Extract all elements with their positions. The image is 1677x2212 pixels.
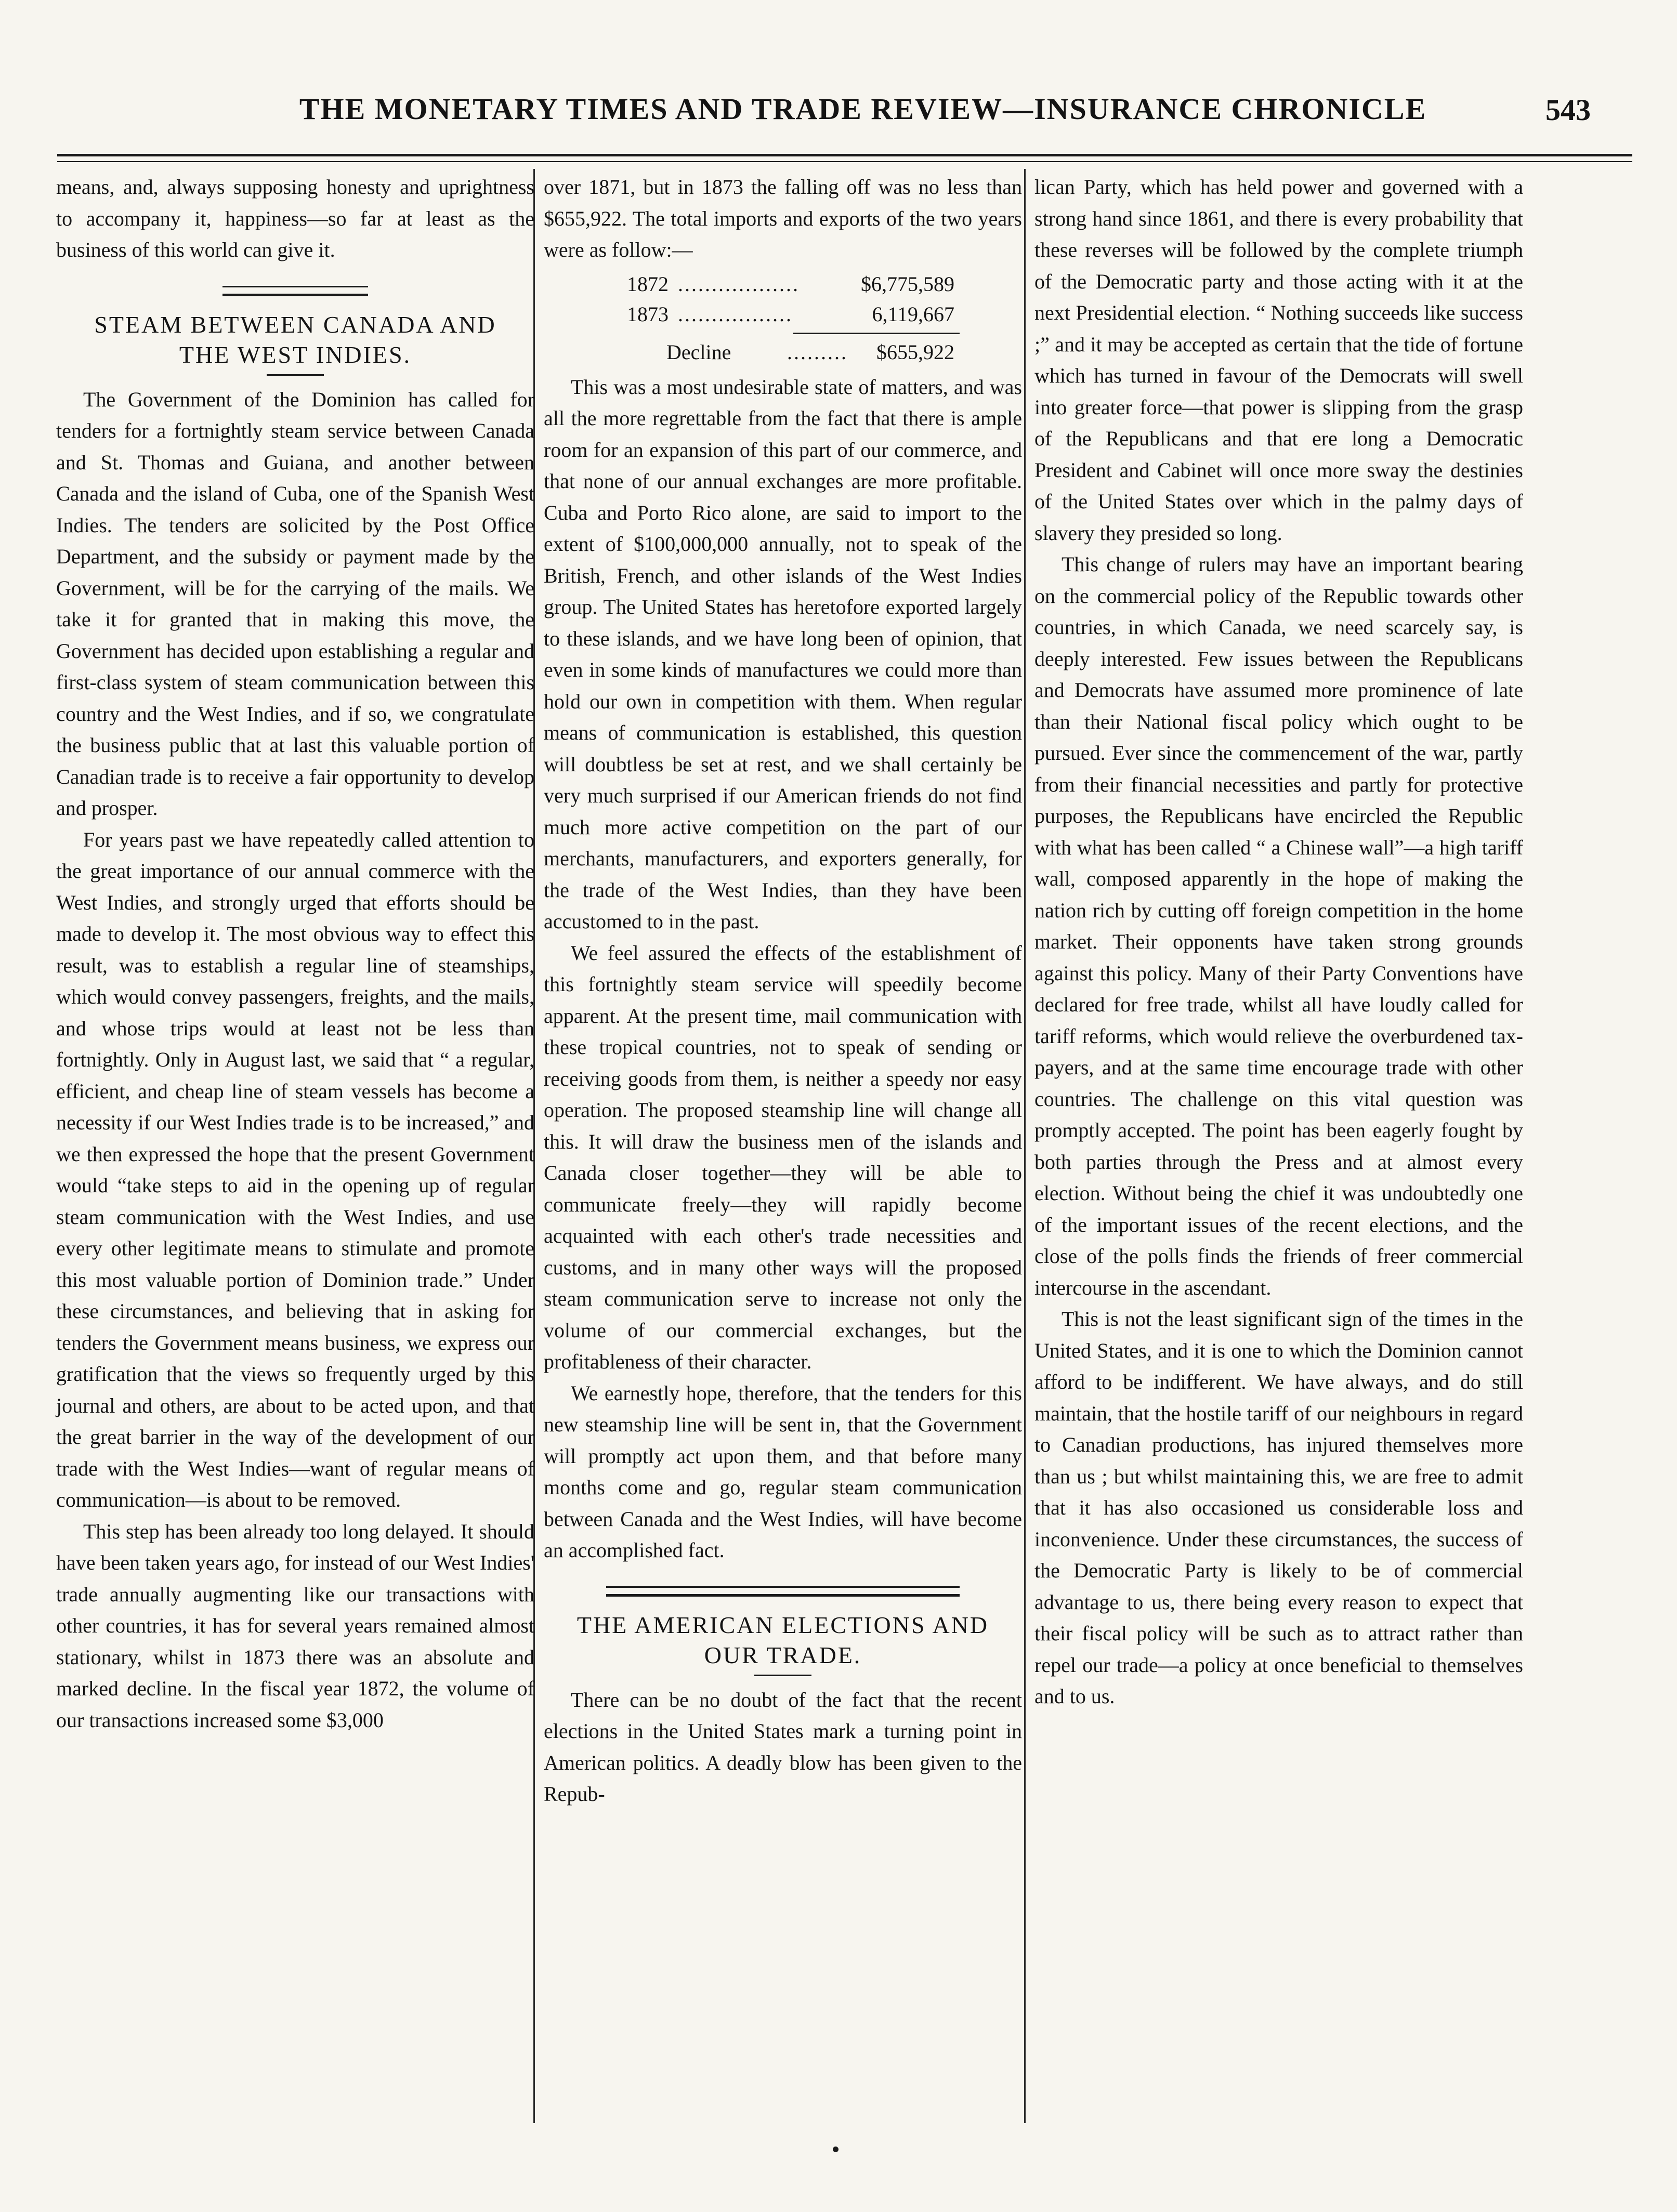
running-title: THE MONETARY TIMES AND TRADE REVIEW—INSURANCE CHRONICLE (299, 92, 1427, 126)
figures-row (544, 269, 1022, 299)
paragraph: over 1871, but in 1873 the falling off was no less than $655,922. The total imports and exports of the two years were as follow:— (544, 175, 1022, 261)
article-headline (544, 1610, 1022, 1670)
figures-total-label: Decline (666, 340, 731, 364)
sum-rule (793, 333, 960, 334)
leader-dots: ................. (678, 302, 793, 326)
paragraph: We feel assured the effects of the establishment of this fortnightly steam service will speedily become apparent. At the present time, mail communication with these tropical countries, not to speak of sending or receiving goods from them, is neither a speedy nor easy operation. The proposed steamship line will change all this. It will draw the business men of the islands and Canada closer together—they will be able to communicate freely—they will rapidly become acquainted with each other's trade necessities and customs, and in many other ways will the proposed steam communication serve to increase not only the volume of our commercial exchanges, but the profitableness of their character. (544, 941, 1022, 1373)
header-rule-thin (57, 161, 1632, 162)
paragraph: means, and, always supposing honesty and uprightness to accompany it, happiness—so far at least as the business of this world can give it. (56, 175, 534, 261)
headline-line: THE WEST INDIES. (179, 341, 412, 368)
paragraph: We earnestly hope, therefore, that the tenders for this new steamship line will be sent in, that the Government will promptly act upon them, and that before many months come and go, regular steam communication between Canada and the West Indies, will have become an accomplished fact. (544, 1381, 1022, 1562)
trade-figures-table (544, 269, 1022, 372)
page-number: 543 (1545, 93, 1591, 127)
leader-dots: ......... (787, 340, 848, 364)
figures-total-value: $655,922 (876, 340, 954, 364)
headline-line: STEAM BETWEEN CANADA AND (94, 311, 496, 338)
column-1 (56, 172, 534, 1736)
headline-line: THE AMERICAN ELECTIONS AND (577, 1611, 989, 1638)
figures-year: 1873 (627, 302, 669, 326)
figures-value: 6,119,667 (872, 302, 954, 326)
paragraph: This is not the least significant sign of the times in the United States, and it is one to which the Dominion cannot afford to be indifferent. We have always, and do still maintain, that the hostile tariff of our neighbours in regard to Canadian productions, has injured themselves more than us ; but whilst maintaining this, we are free to admit that it has also occasioned us considerable loss and inconvenience. Under these circumstances, the success of the Democratic Party is likely to be of commercial advantage to us, there being every reason to expect that their fiscal policy will be such as to attract rather than repel our trade—a policy at once beneficial to themselves and to us. (1034, 1307, 1523, 1708)
column-divider (1024, 169, 1026, 2123)
headline-line: OUR TRADE. (704, 1641, 862, 1668)
figures-year: 1872 (627, 272, 669, 296)
article-headline (56, 310, 534, 370)
leader-dots: .................. (678, 272, 800, 296)
figures-row (544, 299, 1022, 330)
column-2 (544, 172, 1022, 1810)
paragraph: There can be no doubt of the fact that the recent elections in the United States mark a turning point in American politics. A deadly blow has been given to the Repub- (544, 1688, 1022, 1806)
paragraph: The Government of the Dominion has called for tenders for a fortnightly steam service between Canada and St. Thomas and Guiana, and another between Canada and the island of Cuba, one of the Spanish West Indies. The tenders are solicited by the Post Office Department, and the subsidy or payment made by the Government, will be for the carrying of the mails. We take it for granted that in making this move, the Government has decided upon establishing a regular and first-class system of steam communication between this country and the West Indies, and if so, we congratulate the business public that at last this valuable portion of Canadian trade is to receive a fair opportunity to develop and prosper. (56, 387, 534, 820)
headline-rule (267, 374, 324, 376)
paragraph: This change of rulers may have an important bearing on the commercial policy of the Republic towards other countries, in which Canada, we need scarcely say, is deeply interested. Few issues between the Republicans and Democrats have assumed more prominence of late than their National fiscal policy which ought to be pursued. Ever since the commencement of the war, partly from their financial necessities and partly for protective purposes, the Republicans have encircled the Republic with what has been called “ a Chinese wall”—a high tariff wall, composed apparently in the hope of making the nation rich by cutting off foreign competition in the home market. Their opponents have taken strong grounds against this policy. Many of their Party Conventions have declared for free trade, whilst all have loudly called for tariff reforms, which would relieve the overburdened tax-payers, and at the same time encourage trade with other countries. The challenge on this vital question was promptly accepted. The point has been eagerly fought by both parties through the Press and at almost every election. Without being the chief it was undoubtedly one of the important issues of the recent elections, and the close of the polls finds the friends of freer commercial intercourse in the ascendant. (1034, 552, 1523, 1299)
column-3 (1034, 172, 1523, 1713)
paragraph: For years past we have repeatedly called attention to the great importance of our annual commerce with the West Indies, and strongly urged that efforts should be made to develop it. The most obvious way to effect this result, was to establish a regular line of steamships, which would convey passengers, freights, and the mails, and whose trips would at least not be less than fortnightly. Only in August last, we said that “ a regular, efficient, and cheap line of steam vessels has become a necessity if our West Indies trade is to be increased,” and we then expressed the hope that the present Government would “take steps to aid in the opening up of regular steam communication with the West Indies, and use every other legitimate means to stimulate and promote this most valuable portion of Dominion trade.” Under these circumstances, and believing that in asking for tenders the Government means business, we express our gratification that the views so frequently urged by this journal and others, are about to be acted upon, and that the great barrier in the way of the development of our trade with the West Indies—want of regular means of communication—is about to be removed. (56, 827, 534, 1511)
figures-total-row (544, 337, 1022, 372)
section-divider (606, 1586, 960, 1597)
headline-rule (754, 1675, 811, 1676)
section-divider (222, 286, 368, 296)
header-rule (57, 154, 1632, 156)
printer-mark (833, 2147, 838, 2152)
figures-value: $6,775,589 (861, 272, 954, 296)
paragraph: This step has been already too long delayed. It should have been taken years ago, for instead of our West Indies' trade annually augmenting like our transactions with other countries, it has for several years remained almost stationary, whilst in 1873 there was an absolute and marked decline. In the fiscal year 1872, the volume of our transactions increased some $3,000 (56, 1519, 534, 1732)
paragraph: This was a most undesirable state of matters, and was all the more regrettable from the fact that there is ample room for an expansion of this part of our commerce, and that none of our annual exchanges are more profitable. Cuba and Porto Rico alone, are said to import to the extent of $100,000,000 annually, not to speak of the British, French, and other islands of the West Indies group. The United States has heretofore exported largely to these islands, and we have long been of opinion, that even in some kinds of manufactures we could more than hold our own in competition with them. When regular means of communication is established, this question will doubtless be set at rest, and we shall certainly be very much surprised if our American friends do not find much more active competition on the part of our merchants, manufacturers, and exporters generally, for the trade of the West Indies, than they have been accustomed to in the past. (544, 375, 1022, 933)
page-header (57, 91, 1643, 149)
paragraph: lican Party, which has held power and governed with a strong hand since 1861, and there is every probability that these reverses will be followed by the complete triumph of the Democratic party and those acting with it at the next Presidential election. “ Nothing succeeds like success ;” and it may be accepted as certain that the tide of fortune which has turned in favour of the Democrats will swell into greater force—that power is slipping from the grasp of the Republicans and that ere long a Democratic President and Cabinet will once more sway the destinies of the United States over which in the palmy days of slavery they presided so long. (1034, 175, 1523, 545)
